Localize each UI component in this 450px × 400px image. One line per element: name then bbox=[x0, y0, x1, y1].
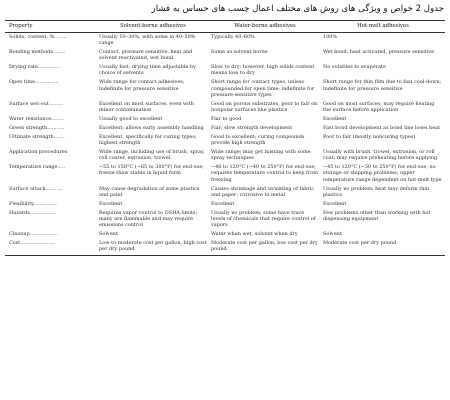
table-header-row bbox=[5, 21, 445, 33]
hotmelt-cell: Few problems other than working with hot dispensing equipment bbox=[323, 209, 431, 222]
solvent-cell: Wide range for contact adhesives; indefinite for pressure sensitive bbox=[99, 79, 185, 92]
hotmelt-cell: Moderate cost per dry pound bbox=[321, 239, 445, 256]
property-cell: Water resistance........ bbox=[9, 115, 64, 122]
solvent-cell: Requires vapor control to OSHA limits; many are flammable and may require emissions control bbox=[99, 209, 198, 229]
table-row bbox=[5, 185, 445, 200]
table-row bbox=[5, 63, 445, 78]
table-row bbox=[5, 48, 445, 63]
solvent-cell: Solvent bbox=[99, 231, 118, 238]
property-cell: Green strength........... bbox=[9, 124, 65, 131]
solvent-cell: Excellent, specifically for curing types; highest strength bbox=[99, 134, 197, 147]
water-cell: Usually no problem; some have trace levels of chemicals that require control of vapors bbox=[211, 209, 316, 229]
table-row bbox=[5, 100, 445, 115]
hotmelt-cell: Solvent bbox=[323, 231, 342, 238]
property-cell: Ultimate strength....... bbox=[9, 134, 65, 140]
header-solvent-borne: Solvent-borne adhesives bbox=[97, 21, 209, 33]
header-hot-melt: Hot-melt adhesives bbox=[321, 21, 445, 33]
property-cell: Open time............... bbox=[9, 79, 59, 86]
property-cell: Hazards................. bbox=[9, 209, 57, 216]
solvent-cell: Excellent bbox=[99, 200, 123, 207]
solvent-cell: −55 to 150°C (−65 to 300°F) for end-use; freeze-thaw stable in liquid form bbox=[99, 164, 204, 177]
water-cell: Fair to good bbox=[211, 115, 242, 122]
solvent-cell: Excellent; allows early assembly handling bbox=[99, 124, 204, 131]
property-cell: Cleanup.................. bbox=[9, 231, 58, 238]
property-cell: Surface attack........... bbox=[9, 185, 63, 192]
solvent-cell: Contact, pressure sensitive, heat and solvent reactivated, wet bond bbox=[99, 49, 193, 62]
hotmelt-cell: Excellent bbox=[323, 200, 347, 207]
header-property: Property bbox=[5, 21, 97, 33]
water-cell: Short range for contact types, unless compounded for open time; indefinite for pressure-sensitive types bbox=[211, 79, 315, 98]
property-cell: Bonding methods........ bbox=[9, 49, 66, 56]
hotmelt-cell: Poor to fair (mostly noncuring types) bbox=[323, 134, 416, 140]
table-caption: جدول 2 خواص و ویژگی های روش های مختلف اعمال چسب های حساس به فشار bbox=[151, 4, 444, 14]
water-cell: Same as solvent borne bbox=[211, 49, 268, 56]
table-row bbox=[5, 209, 445, 230]
table-row bbox=[5, 200, 445, 209]
hotmelt-cell: No volatiles to evaporate bbox=[323, 64, 386, 71]
solvent-cell: Wide range, including use of brush, spray, roll coater, extrusion, trowel bbox=[99, 149, 205, 162]
property-cell: Application procedures bbox=[9, 149, 68, 156]
solvent-cell: Usually fast; drying time adjustable by choice of solvents bbox=[99, 64, 196, 77]
hotmelt-cell: −45 to 120°C (−50 to 250°F) for end-use; no storage or shipping problems; upper temperature range dependent on hot-melt type bbox=[323, 164, 442, 183]
properties-table-container bbox=[5, 20, 445, 256]
hotmelt-cell: Fast bond development as bond line loses heat bbox=[323, 124, 441, 131]
table-row bbox=[5, 79, 445, 100]
water-cell: Moderate cost per gallon, low cost per dry pound bbox=[209, 239, 321, 256]
hotmelt-cell: Good on most surfaces; may require heating the surface before application bbox=[323, 100, 435, 113]
solvent-cell: May cause degradation of some plastics and paint bbox=[99, 185, 200, 198]
property-cell: Solids, content, %........ bbox=[9, 33, 67, 40]
water-cell: Typically 40–60% bbox=[211, 33, 255, 40]
adhesive-properties-table bbox=[5, 20, 445, 256]
water-cell: Excellent bbox=[211, 200, 235, 207]
water-cell: Causes shrinkage and wrinkling of fabric and paper; corrosive to metal bbox=[211, 185, 315, 198]
table-row bbox=[5, 148, 445, 163]
water-cell: Good on porous substrates, poor to fair on nonpolar surfaces like plastics bbox=[211, 100, 318, 113]
water-cell: Water when wet, solvent when dry bbox=[211, 231, 298, 238]
water-cell: Fair; slow strength development bbox=[211, 124, 293, 131]
water-cell: −40 to 120°C (−40 to 250°F) for end-use; requires temperature control to keep from freezing bbox=[211, 164, 318, 183]
hotmelt-cell: Usually no problem; heat may deform thin plastics bbox=[323, 185, 430, 198]
solvent-cell: Usually 10–30%, with some in 40–50% range bbox=[99, 33, 196, 46]
solvent-cell: Low-to-moderate cost per gallon, high cost per dry pound bbox=[97, 239, 209, 256]
property-cell: Cost...................... bbox=[5, 239, 97, 256]
hotmelt-cell: Wet bond, heat activated, pressure sensitive bbox=[323, 49, 435, 56]
water-cell: Slow to dry; however, high solids content means loss to dry bbox=[211, 64, 315, 77]
property-cell: Drying rate.............. bbox=[9, 64, 60, 71]
property-cell: Temperature range..... bbox=[9, 164, 66, 171]
table-row bbox=[5, 33, 445, 49]
solvent-cell: Excellent on most surfaces, even with minor contamination bbox=[99, 100, 194, 113]
water-cell: Good to excellent; curing compounds provide high strength bbox=[211, 134, 305, 147]
table-row bbox=[5, 133, 445, 148]
property-cell: Flexibility............... bbox=[9, 200, 57, 207]
water-cell: Wide range; may get misting with some spray techniques bbox=[211, 149, 311, 162]
table-row bbox=[5, 115, 445, 124]
table-row bbox=[5, 230, 445, 239]
table-row bbox=[5, 163, 445, 184]
hotmelt-cell: Usually with brush, trowel, extrusion, or roll coat; may require preheating before applying bbox=[323, 149, 438, 162]
header-water-borne: Water-borne adhesives bbox=[209, 21, 321, 33]
property-cell: Surface wet-out......... bbox=[9, 100, 64, 107]
hotmelt-cell: 100% bbox=[323, 33, 338, 40]
hotmelt-cell: Short range for thin film due to fast cool-down; indefinite for pressure sensitive bbox=[323, 79, 442, 92]
table-row bbox=[5, 124, 445, 133]
hotmelt-cell: Excellent bbox=[323, 115, 347, 122]
table-row bbox=[5, 239, 445, 256]
solvent-cell: Usually good to excellent bbox=[99, 115, 163, 122]
